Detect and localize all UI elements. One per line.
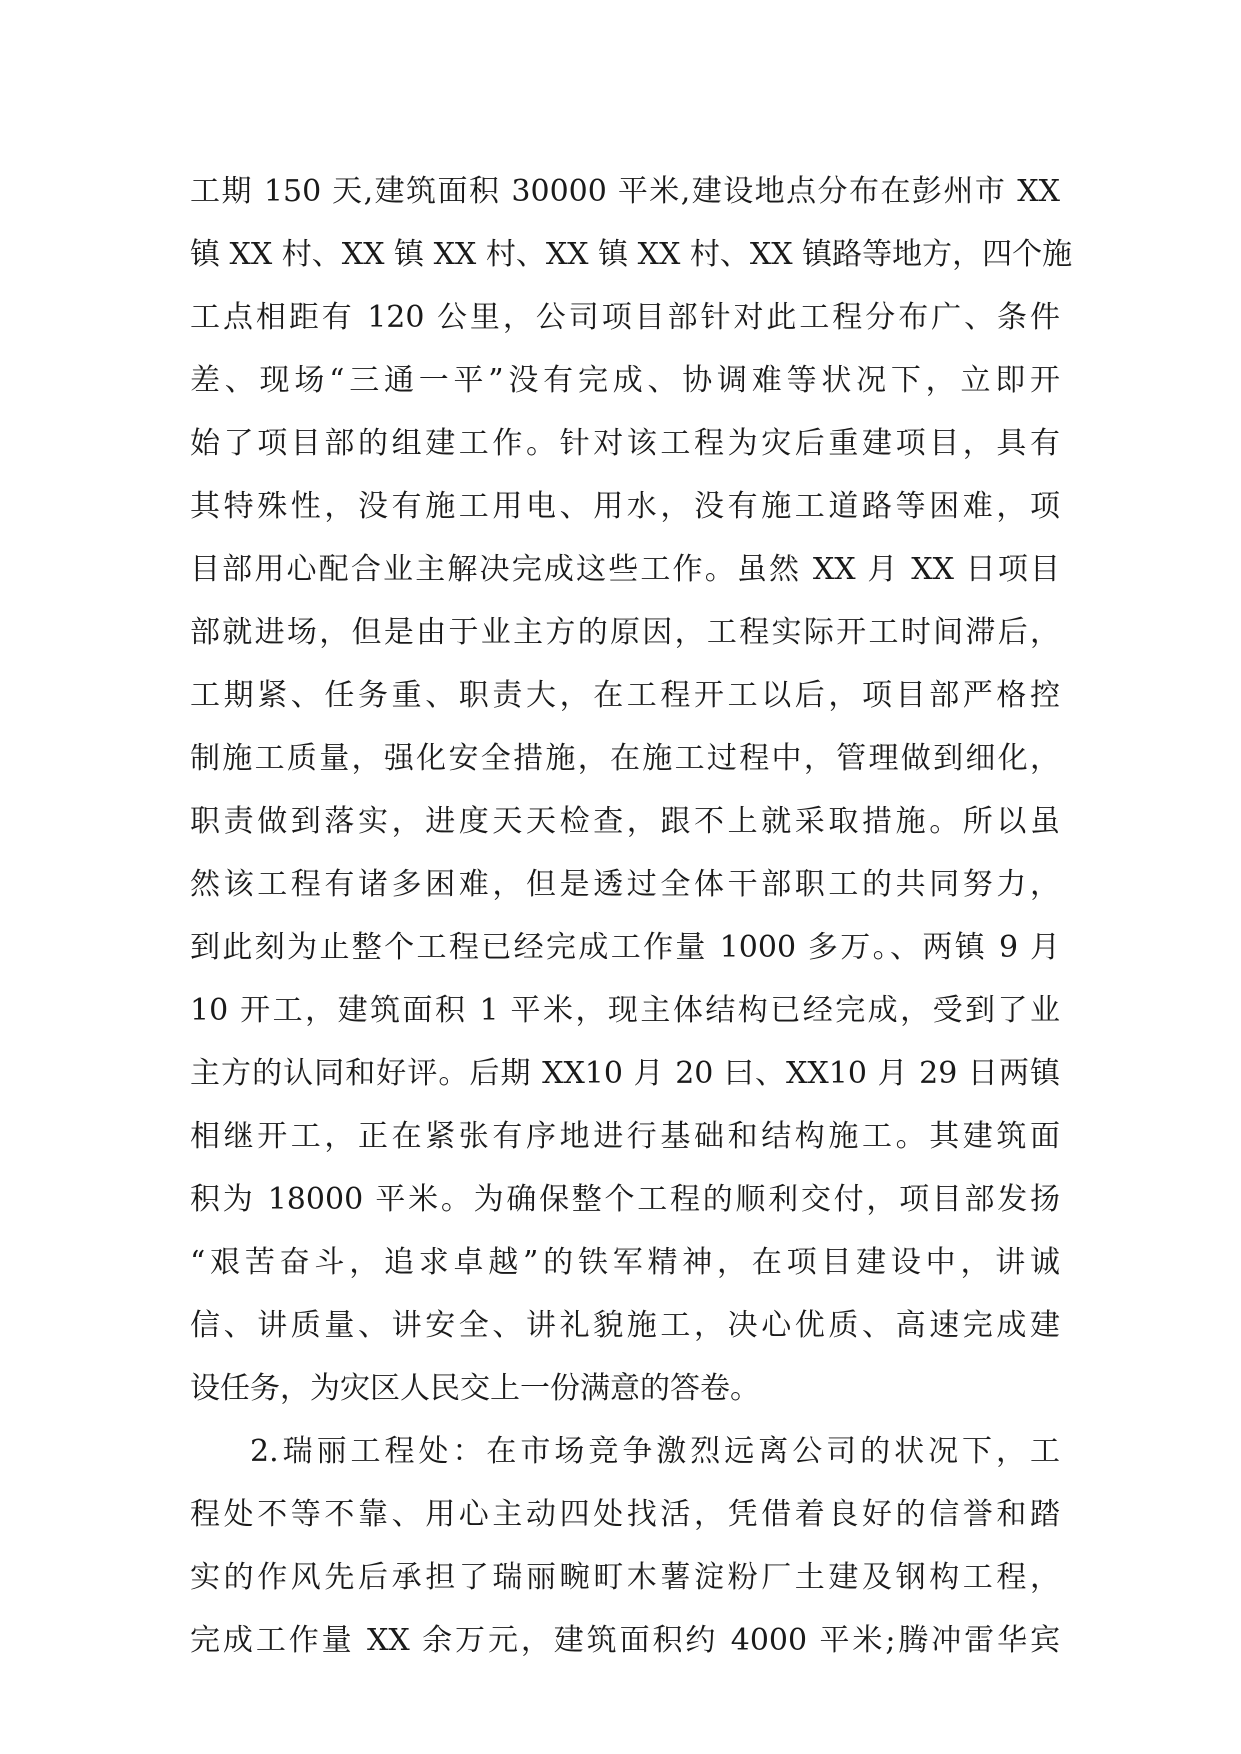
text-line: 然该工程有诸多困难，但是透过全体干部职工的共同努力， <box>190 867 1060 902</box>
text-line: 设任务，为灾区人民交上一份满意的答卷。 <box>190 1371 760 1406</box>
body-text <box>190 160 1073 1672</box>
text-line: 实的作风先后承担了瑞丽畹町木薯淀粉厂土建及钢构工程， <box>190 1560 1060 1595</box>
text-line: 差、现场“三通一平”没有完成、协调难等状况下，立即开 <box>190 363 1060 398</box>
text-line: 10 开工，建筑面积 1 平米，现主体结构已经完成，受到了业 <box>190 993 1060 1028</box>
text-line: 2.瑞丽工程处：在市场竞争激烈远离公司的状况下，工 <box>250 1434 1060 1469</box>
text-line: 信、讲质量、讲安全、讲礼貌施工，决心优质、高速完成建 <box>190 1308 1060 1343</box>
text-line: 职责做到落实，进度天天检查，跟不上就采取措施。所以虽 <box>190 804 1060 839</box>
paragraph-2 <box>190 1420 1060 1672</box>
text-line: 工期 150 天,建筑面积 30000 平米,建设地点分布在彭州市 XX <box>190 174 1060 209</box>
text-line: 目部用心配合业主解决完成这些工作。虽然 XX 月 XX 日项目 <box>190 552 1060 587</box>
text-line: 相继开工，正在紧张有序地进行基础和结构施工。其建筑面 <box>190 1119 1060 1154</box>
text-line: 主方的认同和好评。后期 XX10 月 20 曰、XX10 月 29 日两镇 <box>190 1056 1060 1091</box>
text-line: 程处不等不靠、用心主动四处找活，凭借着良好的信誉和踏 <box>190 1497 1060 1532</box>
text-line: 工期紧、任务重、职责大，在工程开工以后，项目部严格控 <box>190 678 1060 713</box>
text-line: 工点相距有 120 公里，公司项目部针对此工程分布广、条件 <box>190 300 1060 335</box>
text-line: 部就进场，但是由于业主方的原因，工程实际开工时间滞后， <box>190 615 1060 650</box>
text-line: 始了项目部的组建工作。针对该工程为灾后重建项目，具有 <box>190 426 1060 461</box>
text-line: “艰苦奋斗，追求卓越”的铁军精神，在项目建设中，讲诚 <box>190 1245 1060 1280</box>
paragraph-1 <box>190 160 1073 1420</box>
text-line: 积为 18000 平米。为确保整个工程的顺利交付，项目部发扬 <box>190 1182 1060 1217</box>
text-line: 到此刻为止整个工程已经完成工作量 1000 多万。、两镇 9 月 <box>190 930 1060 965</box>
text-line: 其特殊性，没有施工用电、用水，没有施工道路等困难，项 <box>190 489 1060 524</box>
text-line: 制施工质量，强化安全措施，在施工过程中，管理做到细化， <box>190 741 1060 776</box>
text-line: 镇 XX 村、XX 镇 XX 村、XX 镇 XX 村、XX 镇路等地方，四个施 <box>190 237 1073 272</box>
text-line: 完成工作量 XX 余万元，建筑面积约 4000 平米;腾冲雷华宾 <box>190 1623 1060 1658</box>
